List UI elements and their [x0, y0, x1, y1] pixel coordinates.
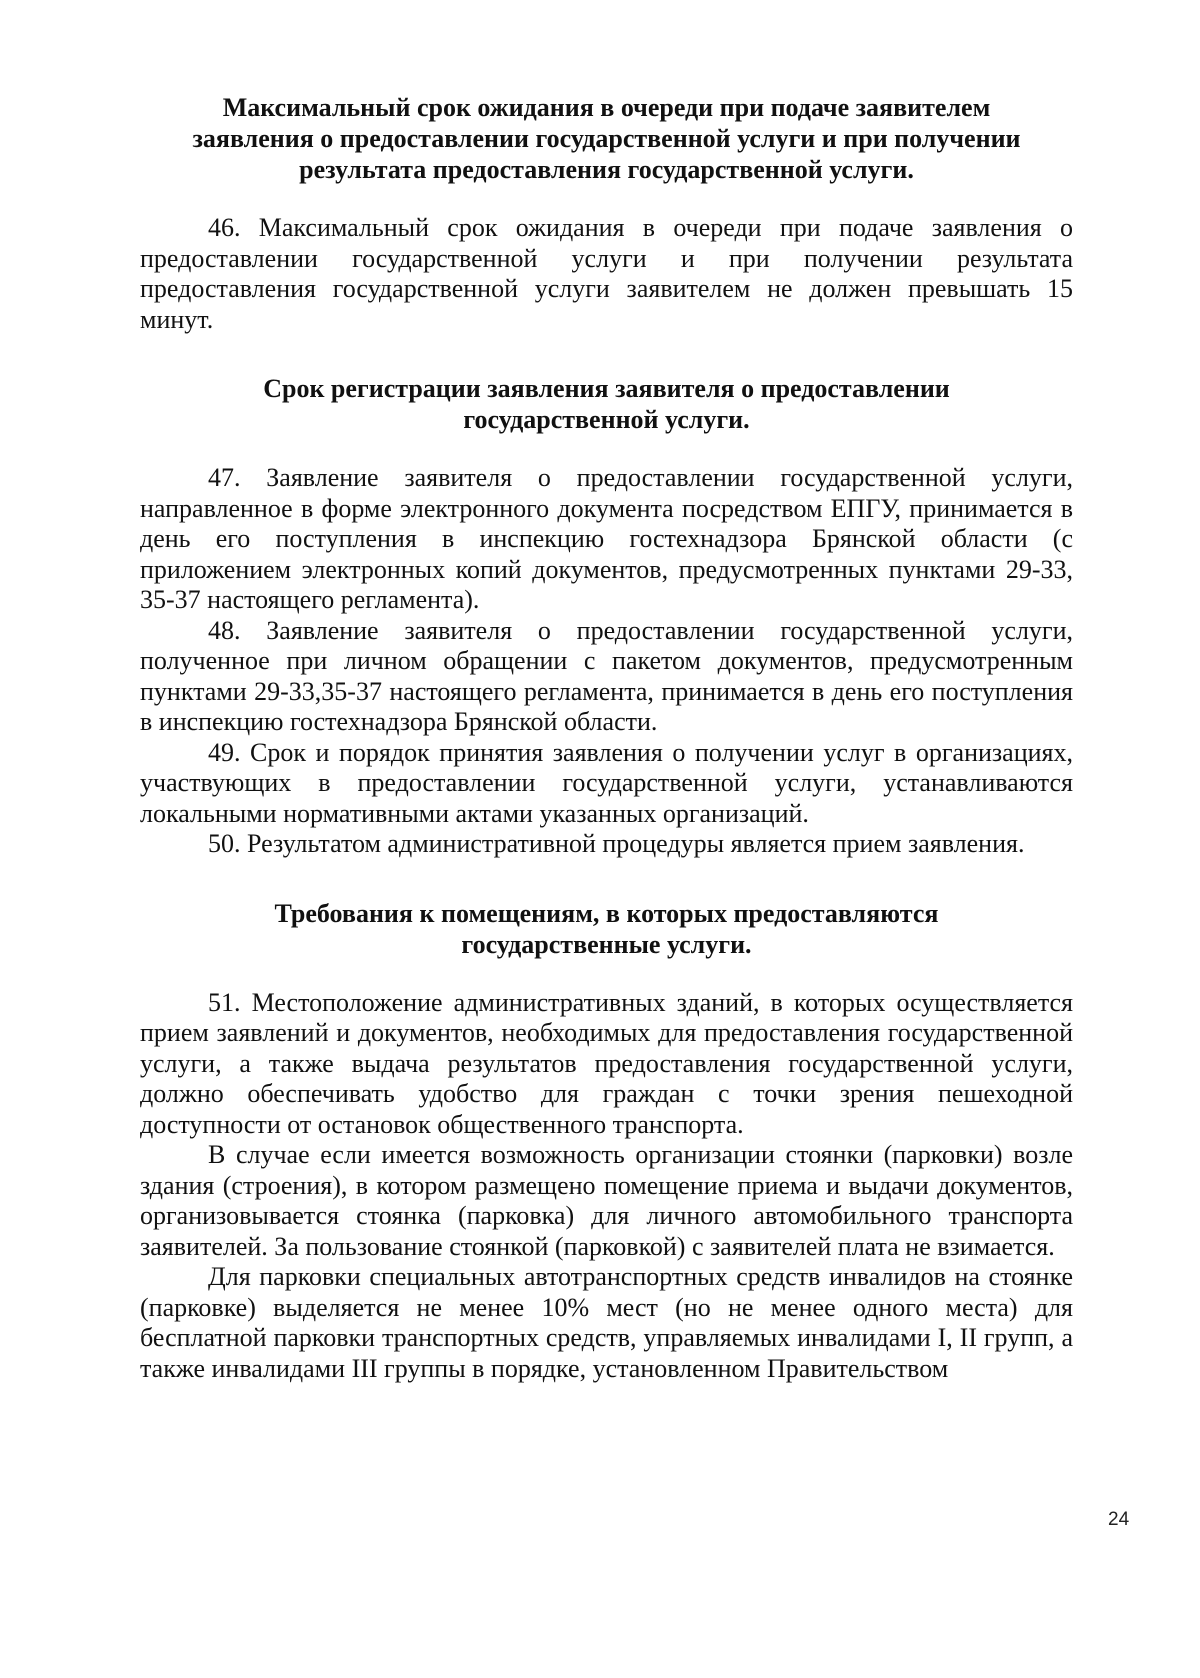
heading-line: Требования к помещениям, в которых предоставляются: [274, 898, 939, 928]
paragraph-47: 47. Заявление заявителя о предоставлении государственной услуги, направленное в форме электронного документа посредством ЕПГУ, принимается в день его поступления в инспекцию гостехнадзора Брянской области (с приложением электронных копий документов, предусмотренных пунктами 29-33, 35-37 настоящего регламента).: [140, 463, 1073, 614]
section-heading-premises-requirements: [140, 898, 1073, 960]
heading-line: результата предоставления государственной услуги.: [299, 155, 914, 184]
heading-line: заявления о предоставлении государственной услуги и при получении: [192, 124, 1021, 153]
paragraph-51: 51. Местоположение административных зданий, в которых осуществляется прием заявлений и документов, необходимых для предоставления государственной услуги, а также выдача результатов предоставления государственной услуги, должно обеспечивать удобство для граждан с точки зрения пешеходной доступности от остановок общественного транспорта.: [140, 987, 1073, 1139]
paragraph-disabled-parking: Для парковки специальных автотранспортных средств инвалидов на стоянке (парковке) выделяется не менее 10% мест (но не менее одного места) для бесплатной парковки транспортных средств, управляемых инвалидами I, II групп, а также инвалидами III группы в порядке, установленном Правительством: [140, 1262, 1073, 1383]
section-heading-waiting-time: [140, 92, 1073, 185]
heading-line: Срок регистрации заявления заявителя о предоставлении: [263, 374, 950, 403]
paragraph-50: 50. Результатом административной процедуры является прием заявления.: [208, 829, 1025, 858]
paragraph-46: 46. Максимальный срок ожидания в очереди при подаче заявления о предоставлении государственной услуги и при получении результата предоставления государственной услуги заявителем не должен превышать 15 минут.: [140, 213, 1073, 334]
document-page: [140, 92, 1073, 1384]
paragraph-48: 48. Заявление заявителя о предоставлении государственной услуги, полученное при личном обращении с пакетом документов, предусмотренным пунктами 29-33,35-37 настоящего регламента, принимается в день его поступления в инспекцию гостехнадзора Брянской области.: [140, 615, 1073, 736]
heading-line: Максимальный срок ожидания в очереди при подаче заявителем: [222, 93, 991, 122]
page-number: 24: [1108, 1509, 1130, 1530]
paragraph-parking: В случае если имеется возможность организации стоянки (парковки) возле здания (строения), в котором размещено помещение приема и выдачи документов, организовывается стоянка (парковка) для личного автомобильного транспорта заявителей. За пользование стоянкой (парковкой) с заявителей плата не взимается.: [140, 1140, 1073, 1261]
paragraph-49: 49. Срок и порядок принятия заявления о получении услуг в организациях, участвующих в предоставлении государственной услуги, устанавливаются локальными нормативными актами указанных организаций.: [140, 737, 1073, 828]
section-heading-registration-term: [140, 373, 1073, 435]
heading-line: государственной услуги.: [463, 405, 750, 434]
heading-line: государственные услуги.: [461, 929, 752, 959]
